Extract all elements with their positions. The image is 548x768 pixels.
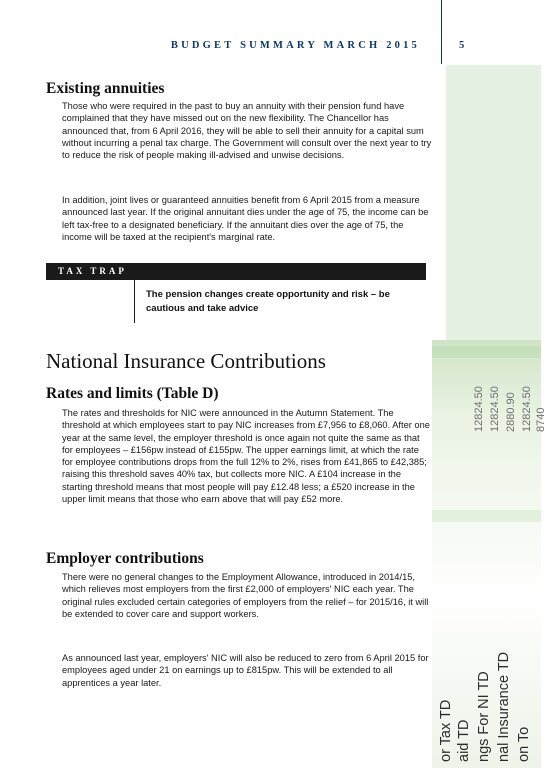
photo-number: 12824.50 <box>521 386 533 432</box>
nic-heading: National Insurance Contributions <box>46 349 326 373</box>
tax-trap-text: The pension changes create opportunity and risk – be cautious and take advice <box>146 289 390 314</box>
payslip-photo <box>432 340 547 768</box>
rates-limits-paragraph: The rates and thresholds for NIC were announced in the Autumn Statement. The threshold at which employees start to pay NIC increases from £7,956 to £8,060. After one year at the same level, the employer threshold is once again not quite the same as that for employees – £156pw instead of £155pw. The upper earnings limit, at which the rate for employee contributions drops from the full 12% to 2%, rises from £41,865 to £42,385; raising this threshold saves 40% tax, but collects more NIC. A £104 increase in the starting threshold means that most people will pay £12.48 less; a £520 increase in the upper limit means that those who earn above that will pay £52 more. <box>62 408 430 505</box>
photo-number: 8740 <box>535 407 547 432</box>
photo-label: ngs For NI TD <box>476 671 492 762</box>
employer-contributions-paragraph-2: As announced last year, employers' NIC will also be reduced to zero from 6 April 2015 for employees aged under 21 on earnings up to £815pw. This will be extended to all apprentices a year later. <box>62 653 429 688</box>
existing-annuities-paragraph-2: In addition, joint lives or guaranteed annuities benefit from 6 April 2015 from a measure announced last year. If the original annuitant dies under the age of 75, the income can be left tax-free to a designated beneficiary. If the annuitant dies over the age of 75, the income will be taxed at the recipient's marginal rate. <box>62 195 429 242</box>
tax-trap-divider <box>134 263 135 323</box>
header-rule <box>441 0 442 64</box>
page-header: BUDGET SUMMARY MARCH 2015 <box>170 40 420 51</box>
photo-labels <box>432 520 541 768</box>
photo-label: or Tax TD <box>438 699 454 762</box>
tax-trap-label: TAX TRAP <box>58 266 127 276</box>
photo-label: on To <box>516 726 532 762</box>
existing-annuities-heading: Existing annuities <box>46 80 165 97</box>
photo-label: aid TD <box>456 719 472 762</box>
photo-label: nal Insurance TD <box>496 651 512 762</box>
page-number: 5 <box>459 40 465 51</box>
photo-numbers <box>472 340 547 450</box>
employer-contributions-heading: Employer contributions <box>46 550 204 567</box>
green-side-panel <box>446 65 541 340</box>
photo-number: 12824.50 <box>489 386 501 432</box>
existing-annuities-paragraph-1: Those who were required in the past to buy an annuity with their pension fund have complained that they have missed out on the new flexibility. The Chancellor has announced that, from 6 April 2016, they will be able to sell their annuity for a capital sum without incurring a penal tax charge. The Government will consult over the next year to try to reduce the risk of people making ill-advised and unwise decisions. <box>62 101 432 161</box>
rates-limits-heading: Rates and limits (Table D) <box>46 385 219 402</box>
photo-number: 2880.90 <box>505 392 517 432</box>
photo-number: 12824.50 <box>473 386 485 432</box>
employer-contributions-paragraph-1: There were no general changes to the Employment Allowance, introduced in 2014/15, which relieves most employers from the first £2,000 of employers' NIC each year. The original rules excluded certain categories of employers from the relief – for 2015/16, it will be extended to cover care and support workers. <box>62 572 429 619</box>
